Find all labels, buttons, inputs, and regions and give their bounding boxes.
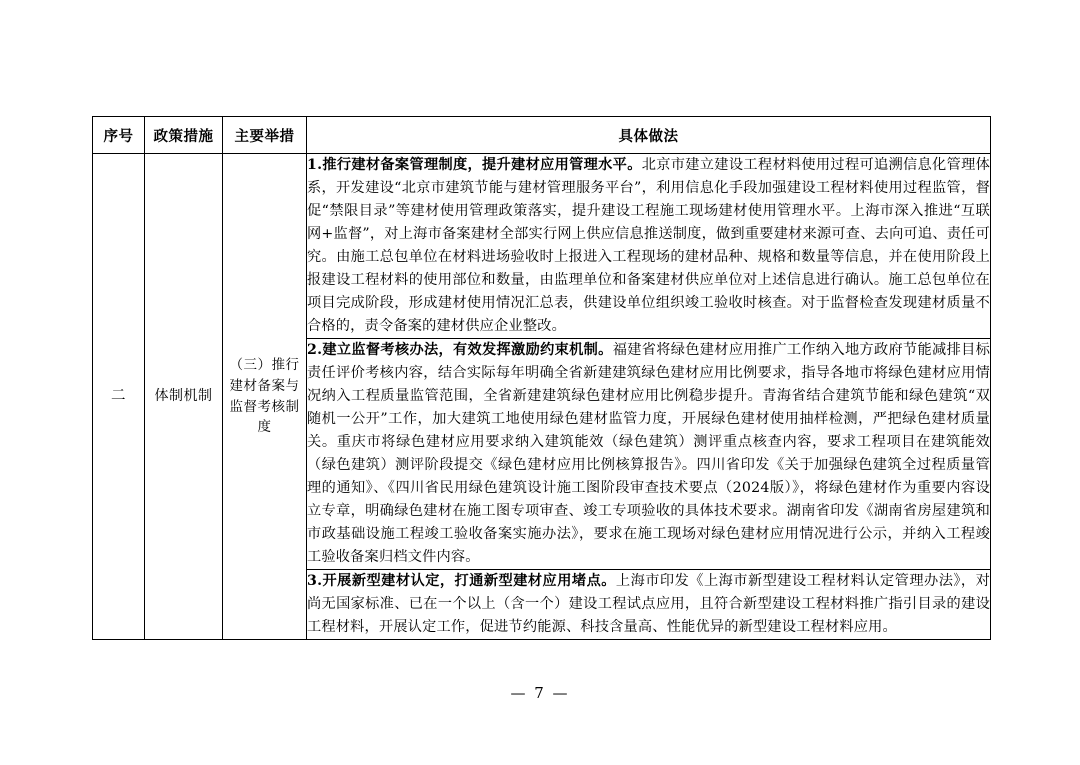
table-header-row [93,117,991,154]
cell-policy: 体制机制 [145,154,223,640]
column-header-measure: 主要举措 [223,117,307,154]
policy-measures-table [92,116,991,640]
column-header-detail: 具体做法 [307,117,991,154]
table-header [93,117,991,154]
column-header-policy: 政策措施 [145,117,223,154]
cell-detail-item-2 [307,339,991,570]
table-row [93,154,991,339]
table-body [93,154,991,640]
detail-title-2: 2.建立监督考核办法，有效发挥激励约束机制。 [307,342,613,358]
detail-paragraph-1 [307,154,990,338]
cell-detail-item-3 [307,570,991,640]
cell-detail-item-1 [307,154,991,339]
detail-paragraph-2 [307,339,990,569]
column-header-sequence: 序号 [93,117,145,154]
cell-measure: （三）推行建材备案与监督考核制度 [223,154,307,640]
cell-sequence: 二 [93,154,145,640]
page-number: — 7 — [510,684,570,702]
detail-body-2: 福建省将绿色建材应用推广工作纳入地方政府节能减排目标责任评价考核内容，结合实际每年明确全省新建建筑绿色建材应用比例要求，指导各地市将绿色建材应用情况纳入工程质量监管范围，全省新建建筑绿色建材应用比例稳步提升。青海省结合建筑节能和绿色建筑“双随机一公开”工作，加大建筑工地使用绿色建材监管力度，开展绿色建材使用抽样检测，严把绿色建材质量关。重庆市将绿色建材应用要求纳入建筑能效（绿色建筑）测评重点核查内容，要求工程项目在建筑能效（绿色建筑）测评阶段提交《绿色建材应用比例核算报告》。四川省印发《关于加强绿色建筑全过程质量管理的通知》、《四川省民用绿色建筑设计施工图阶段审查技术要点（2024版）》，将绿色建材作为重要内容设立专章，明确绿色建材在施工图专项审查、竣工专项验收的具体技术要求。湖南省印发《湖南省房屋建筑和市政基础设施工程竣工验收备案实施办法》，要求在施工现场对绿色建材应用情况进行公示，并纳入工程竣工验收备案归档文件内容。 [307,342,990,565]
detail-body-3: 上海市印发《上海市新型建设工程材料认定管理办法》，对尚无国家标准、已在一个以上（含一个）建设工程试点应用，且符合新型建设工程材料推广指引目录的建设工程材料，开展认定工作，促进节约能源、科技含量高、性能优异的新型建设工程材料应用。 [307,573,990,635]
detail-body-1: 北京市建立建设工程材料使用过程可追溯信息化管理体系，开发建设“北京市建筑节能与建材管理服务平台”，利用信息化手段加强建设工程材料使用过程监管，督促“禁限目录”等建材使用管理政策落实，提升建设工程施工现场建材使用管理水平。上海市深入推进“互联网+监督”，对上海市备案建材全部实行网上供应信息推送制度，做到重要建材来源可查、去向可追、责任可究。由施工总包单位在材料进场验收时上报进入工程现场的建材品种、规格和数量等信息，并在使用阶段上报建设工程材料的使用部位和数量，由监理单位和备案建材供应单位对上述信息进行确认。施工总包单位在项目完成阶段，形成建材使用情况汇总表，供建设单位组织竣工验收时核查。对于监督检查发现建材质量不合格的，责令备案的建材供应企业整改。 [307,157,990,334]
detail-paragraph-3 [307,570,990,639]
detail-title-1: 1.推行建材备案管理制度，提升建材应用管理水平。 [307,157,642,173]
detail-title-3: 3.开展新型建材认定，打通新型建材应用堵点。 [307,573,616,589]
